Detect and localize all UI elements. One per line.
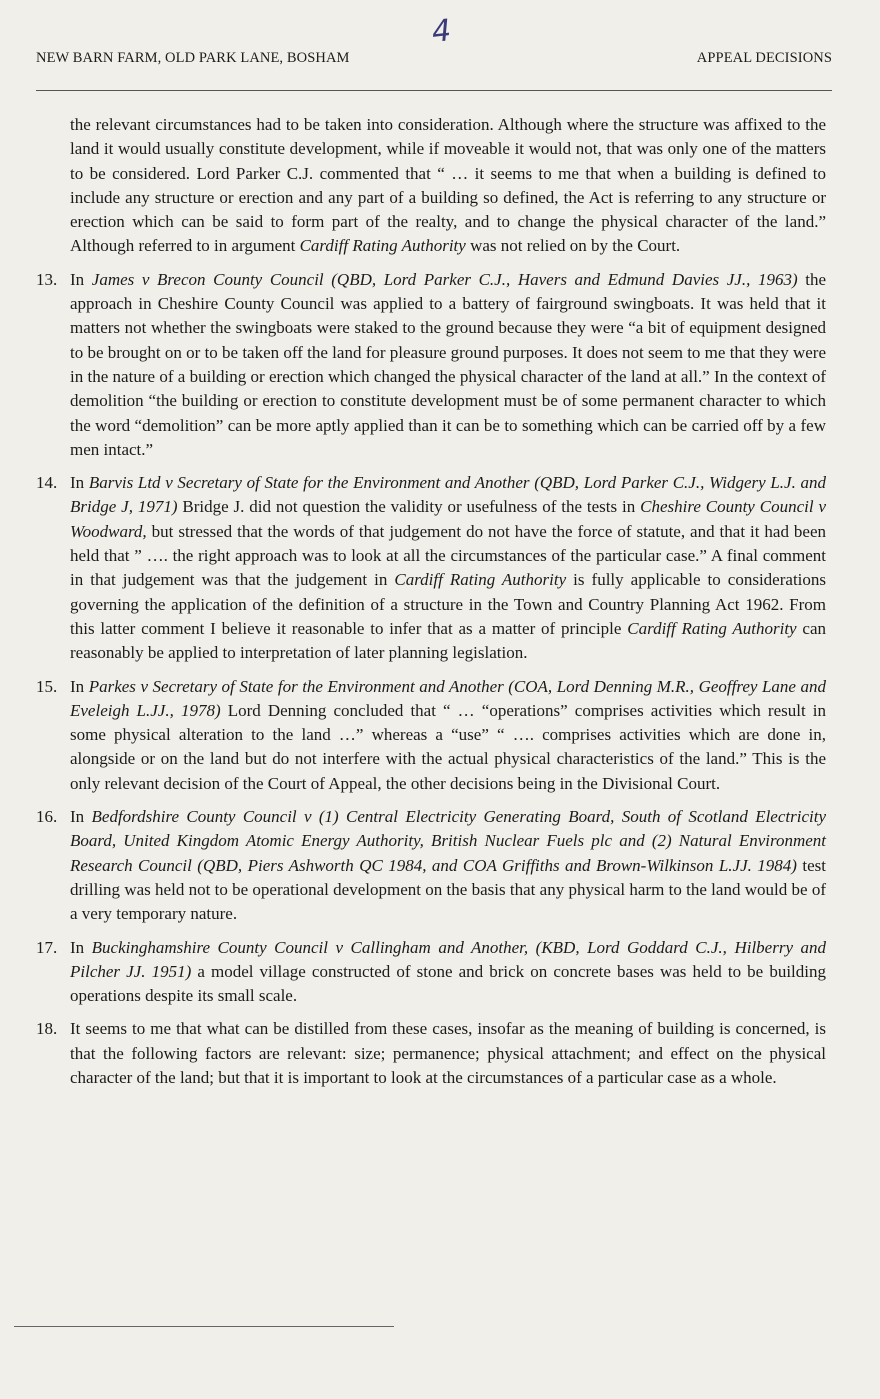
paragraph-text bbox=[70, 675, 826, 796]
paragraph-number: 14. bbox=[36, 473, 58, 493]
case-citation: Cheshire County Council v Woodward, bbox=[70, 497, 826, 541]
case-citation: Bedfordshire County Council v (1) Central Electricity Generating Board, South of Scotland Electricity Board, United Kingdom Atomic Energy Authority, British Nuclear Fuels plc and (2) Natural Environment Research Council (QBD, Piers Ashworth QC 1984, and COA Griffiths and Brown-Wilkinson L.JJ. 1984) bbox=[70, 807, 826, 875]
paragraph bbox=[36, 268, 826, 462]
paragraph-number: 17. bbox=[36, 937, 58, 957]
paragraph-text bbox=[70, 1017, 826, 1090]
text-run: In bbox=[70, 937, 92, 957]
text-run: In bbox=[70, 269, 92, 289]
footer-divider bbox=[14, 1326, 394, 1327]
text-run: the approach in Cheshire County Council was applied to a battery of fairground swingboats. It was held that it matters not whether the swingboats were staked to the ground because they were “a bit of equipment designed to be brought on or to be taken off the land for pleasure ground purposes. It does not seem to me that they were in the nature of a building or erection which changed the physical character of the land at all.” In the context of demolition “the building or erection to constitute development must be of some permanent character to which the word “demolition” can be more aptly applied than it can be to something which can be carried off by a few men intact.” bbox=[70, 269, 826, 459]
paragraph-number: 13. bbox=[36, 269, 58, 289]
text-run: is fully applicable to considerations governing the application of the definition of a structure in the Town and Country Planning Act 1962. From this latter comment I believe it reasonable to infer that as a matter of principle bbox=[70, 570, 827, 638]
text-run: can reasonably be applied to interpretation of later planning legislation. bbox=[70, 618, 827, 663]
case-citation: Parkes v Secretary of State for the Environment and Another (COA, Lord Denning M.R., Geoffrey Lane and Eveleigh L.JJ., 1978) bbox=[70, 676, 826, 720]
text-run: the relevant circumstances had to be taken into consideration. Although where the structure was affixed to the land it would usually constitute development, while if moveable it would not, that was only one of the matters to be considered. Lord Parker C.J. commented that “ … it seems to me that when a building is defined to include any structure or erection and any part of a building so defined, the Act is referring to any structure or erection which can be said to form part of the realty, and to change the physical character of the land.” Although referred to in argument bbox=[70, 115, 826, 256]
text-run: In bbox=[70, 676, 89, 696]
paragraph-text bbox=[70, 113, 826, 259]
handwritten-page-number: 4 bbox=[430, 13, 453, 50]
paragraph-text bbox=[70, 268, 826, 462]
text-run: Lord Denning concluded that “ … “operations” comprises activities which result in some physical alteration to the land …” whereas a “use” “ …. comprises activities which are done in, alongside or on the land but do not interfere with the actual physical characteristics of the land.” This is the only relevant decision of the Court of Appeal, the other decisions being in the Divisional Court. bbox=[70, 700, 826, 793]
text-run: was not relied on by the Court. bbox=[465, 236, 681, 256]
paragraph-text bbox=[70, 471, 826, 665]
header-document-type: APPEAL DECISIONS bbox=[696, 50, 832, 66]
header-divider bbox=[36, 90, 832, 91]
document-body bbox=[36, 113, 826, 1099]
paragraph-number bbox=[36, 113, 70, 259]
case-citation: Cardiff Rating Authority bbox=[299, 236, 466, 256]
header-site-address: NEW BARN FARM, OLD PARK LANE, BOSHAM bbox=[36, 50, 350, 66]
paragraph-number: 15. bbox=[36, 676, 58, 696]
paragraph bbox=[36, 1017, 826, 1090]
case-citation: Barvis Ltd v Secretary of State for the Environment and Another (QBD, Lord Parker C.J., Widgery L.J. and Bridge J, 1971) bbox=[70, 473, 826, 517]
paragraph bbox=[36, 471, 826, 665]
paragraph bbox=[36, 936, 826, 1009]
case-citation: Cardiff Rating Authority bbox=[394, 570, 567, 590]
text-run: test drilling was held not to be operational development on the basis that any physical harm to the land would be of a very temporary nature. bbox=[70, 855, 827, 924]
paragraph-text bbox=[70, 805, 826, 926]
text-run: a model village constructed of stone and brick on concrete bases was held to be building operations despite its small scale. bbox=[70, 961, 826, 1006]
case-citation: James v Brecon County Council (QBD, Lord Parker C.J., Havers and Edmund Davies JJ., 1963) bbox=[91, 269, 798, 289]
paragraph bbox=[36, 805, 826, 926]
paragraph bbox=[36, 675, 826, 796]
text-run: Bridge J. did not question the validity or usefulness of the tests in bbox=[177, 497, 641, 517]
text-run: It seems to me that what can be distilled from these cases, insofar as the meaning of building is concerned, is that the following factors are relevant: size; permanence; physical attachment; and effect on the physical character of the land; but that it is important to look at the circumstances of a particular case as a whole. bbox=[70, 1019, 826, 1087]
paragraph-number: 18. bbox=[36, 1019, 58, 1039]
paragraph-number: 16. bbox=[36, 807, 58, 827]
paragraph bbox=[36, 113, 826, 259]
text-run: but stressed that the words of that judgement do not have the force of statute, and that it had been held that ” …. the right approach was to look at all the circumstances of the particular case.” A final comment in that judgement was that the judgement in bbox=[70, 521, 826, 590]
text-run: In bbox=[70, 473, 89, 493]
paragraph-text bbox=[70, 936, 826, 1009]
text-run: In bbox=[70, 807, 92, 827]
case-citation: Cardiff Rating Authority bbox=[627, 618, 797, 638]
case-citation: Buckinghamshire County Council v Callingham and Another, (KBD, Lord Goddard C.J., Hilberry and Pilcher JJ. 1951) bbox=[70, 937, 826, 981]
page-header bbox=[36, 50, 832, 67]
